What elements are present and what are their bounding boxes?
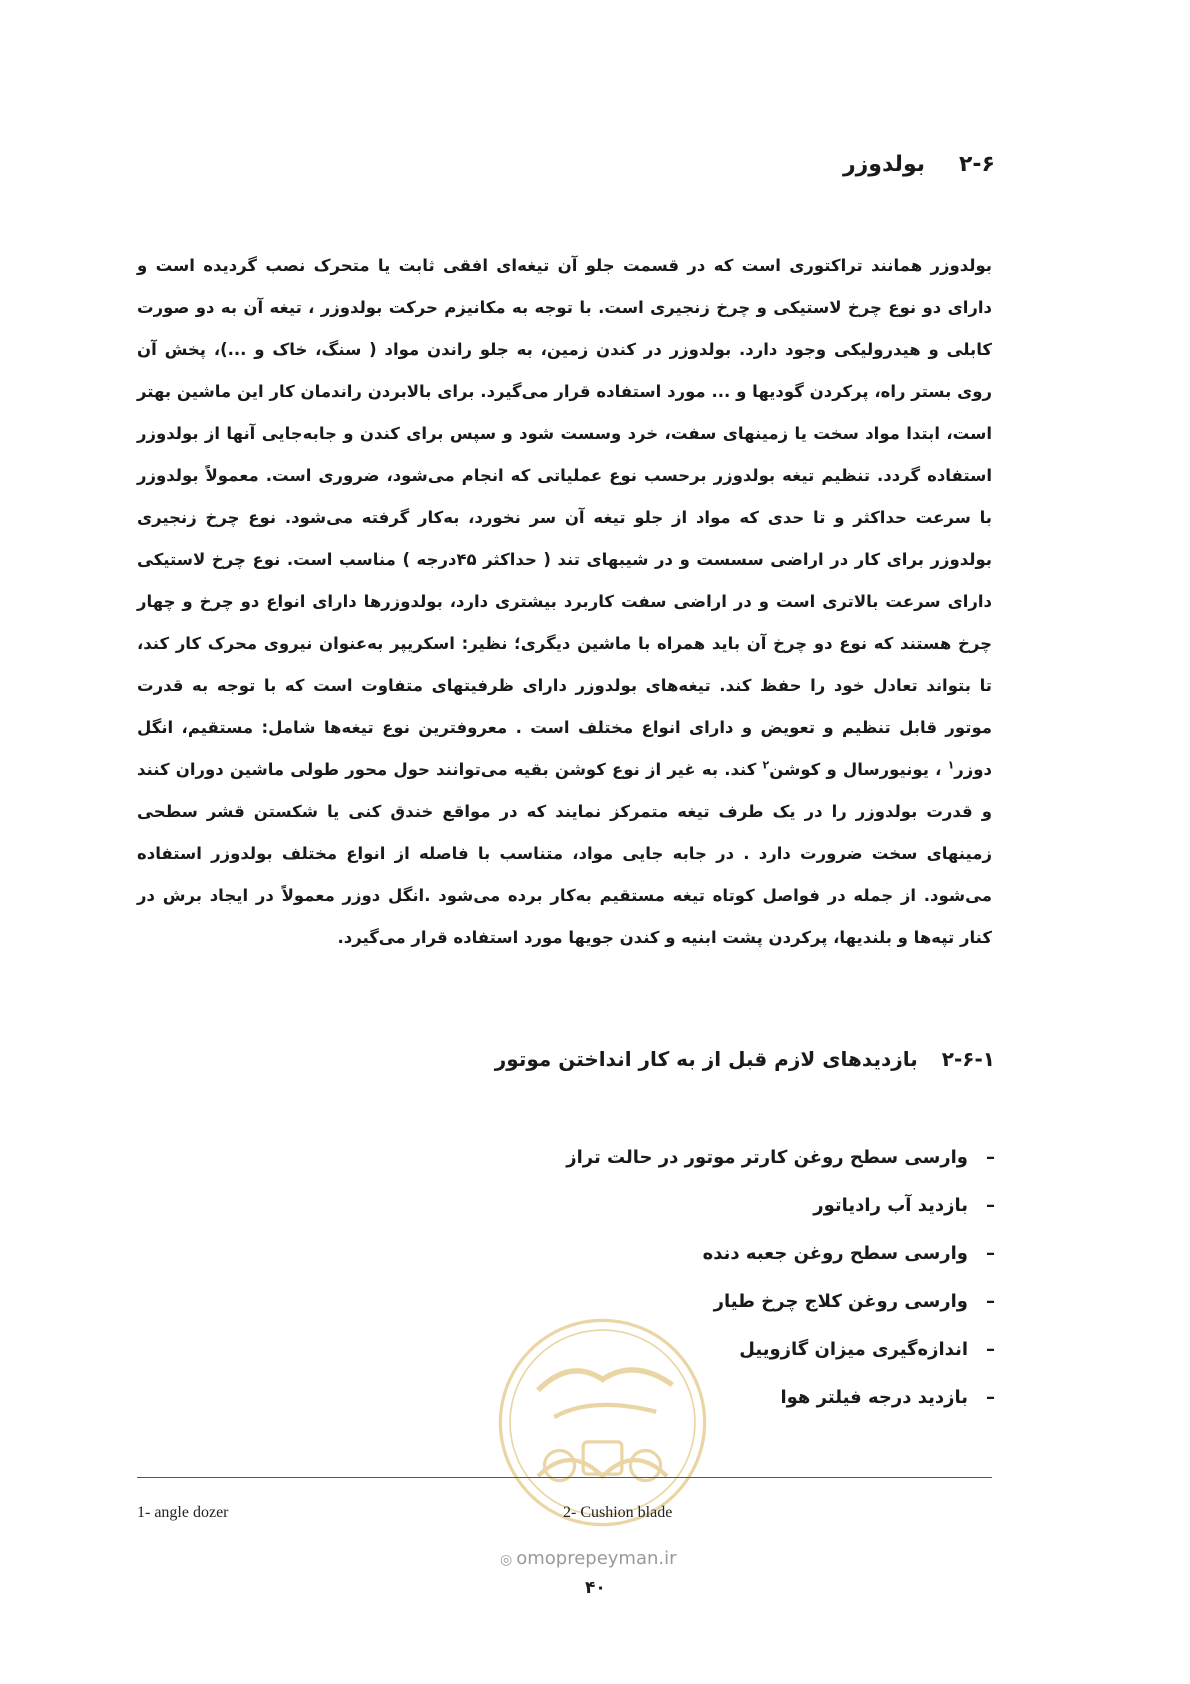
list-item-text: بازدید آب رادیاتور <box>813 1195 968 1216</box>
list-dash: – <box>986 1195 995 1216</box>
globe-icon: ◎ <box>500 1552 513 1568</box>
paragraph-part-3: کند. به غیر از نوع کوشن بقیه می‌توانند حول محور طولی ماشین دوران کنند و قدرت بولدوزر را در یک طرف تیغه متمرکز نمایند که در مواقع خندق کنی یا شکستن قشر سطحی زمینهای سخت ضرورت دارد . در جابه جایی مواد، متناسب با فاصله از انواع مختلف بولدوزر استفاده می‌شود. از جمله در فواصل کوتاه تیغه مستقیم به‌کار برده می‌شود .انگل دوزر معمولاً در ایجاد برش در کنار تپه‌ها و بلندیها، پرکردن پشت ابنیه و کندن جویها مورد استفاده قرار می‌گیرد. <box>137 760 992 947</box>
list-item <box>566 1143 995 1191</box>
footnote-2: 2- Cushion blade <box>563 1504 673 1521</box>
subsection-title: بازدیدهای لازم قبل از به کار انداختن موتور <box>494 1047 918 1071</box>
list-item-text: وارسی سطح روغن جعبه دنده <box>702 1243 968 1264</box>
list-item-text: وارسی سطح روغن کارتر موتور در حالت تراز <box>566 1147 968 1168</box>
list-dash: – <box>986 1387 995 1408</box>
body-paragraph <box>137 245 992 959</box>
list-dash: – <box>986 1243 995 1264</box>
footnote-divider <box>137 1477 992 1478</box>
footnote-1: 1- angle dozer <box>137 1504 229 1521</box>
list-item-text: بازدید درجه فیلتر هوا <box>780 1387 968 1408</box>
paragraph-part-1: بولدوزر همانند تراکتوری است که در قسمت جلو آن تیغه‌ای افقی ثابت یا متحرک نصب گردیده است و دارای دو نوع چرخ لاستیکی و چرخ زنجیری است. با توجه به مکانیزم حرکت بولدوزر ، تیغه آن به دو صورت کابلی و هیدرولیکی وجود دارد. بولدوزر در کندن زمین، به جلو راندن مواد ( سنگ، خاک و ...)، پخش آن روی بستر راه، پرکردن گودیها و ... مورد استفاده قرار می‌گیرد. برای بالابردن راندمان کار این ماشین بهتر است، ابتدا مواد سخت یا زمینهای سفت، خرد وسست شود و سپس برای کندن و جابه‌جایی آنها از بولدوزر استفاده گردد. تنظیم تیغه بولدوزر برحسب نوع عملیاتی که انجام می‌شود، ضروری است. معمولاً بولدوزر با سرعت حداکثر و تا حدی که مواد از جلو تیغه آن سر نخورد، به‌کار گرفته می‌شود. نوع چرخ زنجیری بولدوزر برای کار در اراضی سسست و در شیبهای تند ( حداکثر ۴۵درجه ) مناسب است. نوع چرخ لاستیکی دارای سرعت بالاتری است و در اراضی سفت کاربرد بیشتری دارد، بولدوزرها دارای انواع دو چرخ و چهار چرخ هستند که نوع دو چرخ آن باید همراه با ماشین دیگری؛ نظیر: اسکریپر به‌عنوان نیروی محرک کار کند، تا بتواند تعادل خود را حفظ کند. تیغه‌های بولدوزر دارای ظرفیتهای متفاوت است که با توجه به قدرت موتور قابل تنظیم و تعویض و دارای انواع مختلف است . معروفترین نوع تیغه‌ها شامل: مستقیم، انگل دوزر <box>137 256 993 779</box>
list-dash: – <box>986 1339 995 1360</box>
footnote-ref-2[interactable]: ۲ <box>762 758 770 772</box>
paragraph-text <box>137 245 992 959</box>
watermark-site-text: omoprepeyman.ir <box>516 1548 677 1569</box>
subsection-heading <box>495 1047 995 1071</box>
footnote-ref-1[interactable]: ۱ <box>947 758 955 772</box>
list-dash: – <box>986 1147 995 1168</box>
subsection-number: ۲-۶-۱ <box>941 1047 995 1071</box>
section-title: بولدوزر <box>842 152 925 177</box>
watermark-site <box>500 1548 677 1569</box>
list-item <box>566 1191 995 1239</box>
list-item <box>566 1239 995 1287</box>
list-item-text: وارسی روغن کلاج چرخ طیار <box>713 1291 968 1312</box>
section-heading <box>843 152 995 177</box>
section-number: ۲-۶ <box>959 152 995 177</box>
watermark-seal-icon <box>495 1315 710 1530</box>
paragraph-part-2: ، یونیورسال و کوشن <box>769 760 948 779</box>
list-dash: – <box>986 1291 995 1312</box>
list-item-text: اندازه‌گیری میزان گازوییل <box>739 1339 968 1360</box>
page-number: ۴۰ <box>585 1578 606 1598</box>
